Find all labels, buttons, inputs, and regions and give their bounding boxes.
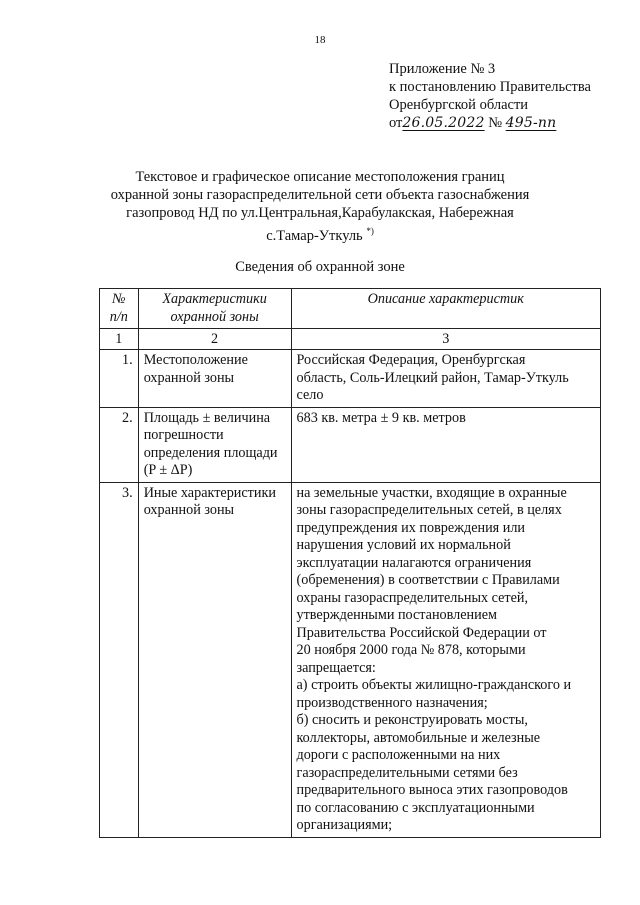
header-num-line: п/п (109, 308, 128, 325)
table-header-row (100, 289, 601, 329)
cell-line: а) строить объекты жилищно-гражданского и (296, 677, 572, 693)
cell-line: село (296, 387, 324, 403)
cell-line: предупреждения их повреждения или (296, 519, 526, 536)
number-sign: № (488, 115, 503, 131)
cell-line: Правительства Российской Федерации от (296, 624, 547, 641)
column-number-row (100, 329, 601, 350)
cell-line: Площадь ± величина (143, 409, 271, 426)
cell-line: б) сносить и реконструировать мосты, (296, 712, 528, 728)
row-number: 2. (100, 407, 139, 482)
cell-line: газораспределительными сетями без (296, 764, 518, 781)
cell-line: утвержденными постановлением (296, 607, 497, 623)
title-line: Текстовое и графическое описание местоположения границ (135, 169, 505, 185)
annex-line: Оренбургской области (389, 97, 529, 113)
handwritten-number: 495-пп (505, 115, 557, 131)
cell-line: определения площади (143, 444, 278, 461)
cell-line: зоны газораспределительных сетей, в целях (296, 502, 562, 518)
cell-line: (обременения) в соответствии с Правилами (296, 572, 560, 588)
cell-line: нарушения условий их нормальной (296, 537, 511, 553)
cell-line: 683 кв. метра ± 9 кв. метров (296, 409, 466, 426)
header-char-line: Характеристики (162, 291, 267, 307)
annex-header (389, 60, 591, 132)
row-number: 1. (100, 350, 139, 408)
cell-line: по согласованию с эксплуатационными (296, 799, 535, 816)
title-line: газопровод НД по ул.Центральная,Карабулакская, Набережная (126, 205, 514, 221)
cell-line: дороги с расположенными на них (296, 747, 501, 763)
annex-date-line (389, 114, 591, 132)
cell-line: охраны газораспределительных сетей, (296, 589, 529, 606)
cell-line: производственного назначения; (296, 694, 488, 711)
column-number: 3 (291, 329, 601, 350)
cell-line: область, Соль-Илецкий район, Тамар-Уткуль (296, 369, 569, 386)
header-description: Описание характеристик (291, 289, 601, 329)
table-row (100, 407, 601, 482)
annex-line: к постановлению Правительства (389, 79, 591, 95)
row-characteristic (138, 482, 291, 837)
cell-line: Иные характеристики (143, 484, 276, 501)
row-number: 3. (100, 482, 139, 837)
date-prefix: от (389, 115, 403, 131)
table-row (100, 350, 601, 408)
column-number: 2 (138, 329, 291, 350)
row-description (291, 407, 601, 482)
section-heading: Сведения об охранной зоне (235, 259, 405, 275)
cell-line: коллекторы, автомобильные и железные (296, 729, 541, 746)
cell-line: запрещается: (296, 659, 376, 676)
handwritten-date: 26.05.2022 (402, 115, 485, 131)
cell-line: (P ± ΔP) (143, 462, 193, 478)
annex-line: Приложение № 3 (389, 61, 496, 77)
cell-line: организациями; (296, 817, 393, 833)
column-number: 1 (100, 329, 139, 350)
header-num-line: № (112, 291, 126, 307)
cell-line: эксплуатации налагаются ограничения (296, 554, 532, 571)
cell-line: Местоположение (143, 352, 248, 368)
row-description (291, 482, 601, 837)
cell-line: охранной зоны (143, 369, 235, 386)
cell-line: охранной зоны (143, 502, 235, 518)
header-characteristics (138, 289, 291, 329)
header-char-line: охранной зоны (170, 308, 259, 325)
row-characteristic (138, 407, 291, 482)
cell-line: на земельные участки, входящие в охранные (296, 484, 567, 501)
footnote-mark: *) (366, 226, 374, 236)
page-number: 18 (314, 34, 326, 46)
cell-line: погрешности (143, 427, 224, 443)
table-row (100, 482, 601, 837)
protection-zone-table (99, 288, 601, 838)
cell-line: предварительного выноса этих газопроводов (296, 782, 568, 798)
header-num (100, 289, 139, 329)
cell-line: 20 ноября 2000 года № 878, которыми (296, 642, 526, 658)
title-line-last (0, 222, 640, 245)
row-description (291, 350, 601, 408)
title-line: с.Тамар-Уткуль (266, 227, 363, 244)
title-line: охранной зоны газораспределительной сети объекта газоснабжения (110, 187, 530, 203)
cell-line: Российская Федерация, Оренбургская (296, 352, 526, 368)
document-title (0, 168, 640, 245)
row-characteristic (138, 350, 291, 408)
